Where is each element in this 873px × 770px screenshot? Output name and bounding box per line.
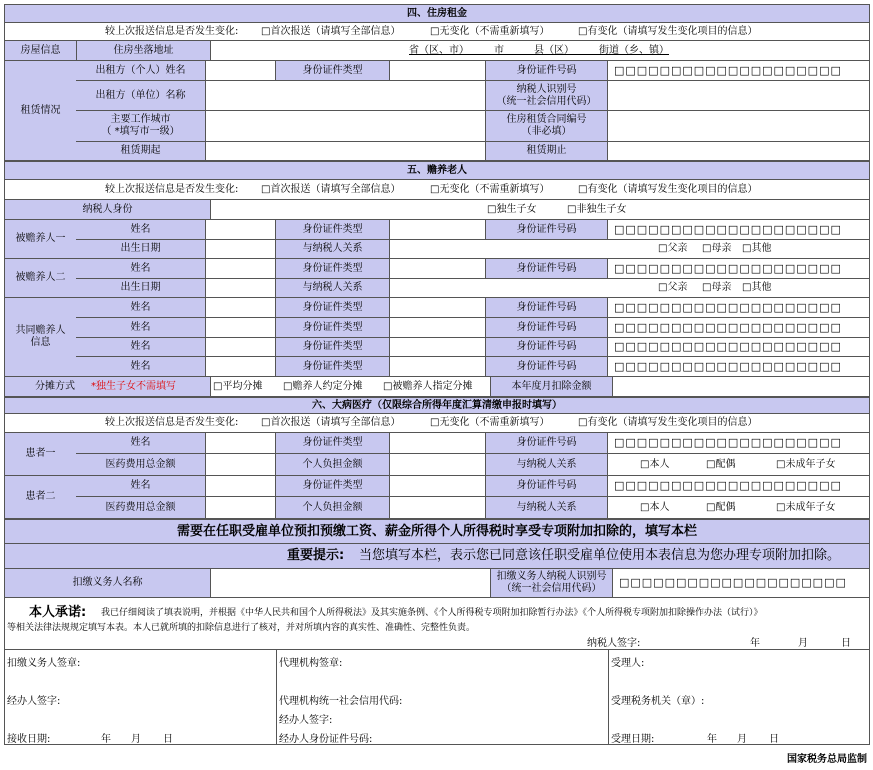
personal-share-label: 个人负担金额 [276,497,390,518]
name-label: 姓名 [76,433,206,453]
name-label: 姓名 [76,476,206,496]
name-label: 姓名 [76,220,206,239]
section-title-elderly-support: 五、赡养老人 [4,161,870,180]
agency-handler-label: 经办人签字: [279,715,333,726]
id-no-label: 身份证件号码 [486,318,608,337]
father-checkbox[interactable]: □父亲 [658,282,688,293]
withholder-id-label [491,569,613,597]
name-input[interactable] [206,476,276,496]
option-no-change[interactable]: □无变化（不需重新填写） [430,417,550,428]
withholder-id-line1: 扣缴义务人纳税人识别号 [496,571,607,582]
work-city-row [76,111,870,142]
split-method-label: 分摊方式 [35,380,75,392]
medical-total-input[interactable] [206,497,276,518]
name-label: 姓名 [76,338,206,356]
house-address-field[interactable] [211,41,867,60]
id-type-input[interactable] [390,338,486,356]
receive-year: 年 [101,734,111,745]
id-type-input[interactable] [390,259,486,278]
acceptor-label: 受理人: [611,658,645,669]
rent-start-label: 租赁期起 [76,142,206,160]
accept-day: 日 [769,734,779,745]
lessor-id-no-label: 身份证件号码 [486,61,608,80]
lessor-id-type-input[interactable] [390,61,486,80]
other-checkbox[interactable]: □其他 [742,282,772,293]
id-type-label: 身份证件类型 [276,357,390,376]
relation-label: 与纳税人关系 [486,454,608,475]
only-child-note: *独生子女不需填写 [91,380,176,392]
patient-1-label: 患者一 [5,433,77,475]
joint-row-3 [76,338,870,357]
change-question: 较上次报送信息是否发生变化: [105,25,239,37]
accept-month: 月 [737,734,747,745]
lessor-taxpayer-id-input[interactable] [608,81,866,110]
rent-period-row [76,142,870,161]
contract-line1: 住房租赁合同编号 [506,114,587,125]
joint-supporters-label [5,298,77,376]
handler-id-label: 经办人身份证件号码: [279,734,373,745]
lessor-org-label: 出租方（单位）名称 [76,81,206,110]
name-input[interactable] [206,433,276,453]
withholder-name-label: 扣缴义务人名称 [5,569,211,597]
name-input[interactable] [206,318,276,337]
withholder-id-boxes[interactable]: □□□□□□□□□□□□□□□□□□□□ [613,569,867,597]
medical-total-input[interactable] [206,454,276,475]
house-address-row [4,41,870,61]
name-label: 姓名 [76,318,206,337]
option-no-change[interactable]: □无变化（不需重新填写） [430,25,550,37]
id-no-label: 身份证件号码 [486,259,608,278]
lessor-org-input[interactable] [206,81,486,110]
personal-share-input[interactable] [390,497,486,518]
change-question: 较上次报送信息是否发生变化: [105,417,239,428]
work-city-line1: 主要工作城市 [110,114,171,125]
sign-month: 月 [798,638,808,649]
lessor-person-input[interactable] [206,61,276,80]
joint-label-line1: 共同赡养人 [15,325,66,336]
pledge-head: 本人承诺: [29,605,87,620]
joint-row-4 [76,357,870,377]
father-checkbox[interactable]: □父亲 [658,243,688,254]
rent-info-label: 租赁情况 [5,61,77,160]
supported2-name-row [76,259,870,279]
relation-label: 与纳税人关系 [276,279,390,297]
id-type-input[interactable] [390,298,486,317]
name-input[interactable] [206,259,276,278]
medical-change-row [4,414,870,433]
option-first-report[interactable]: □首次报送（请填写全部信息） [261,183,401,195]
house-address-label: 住房坐落地址 [77,41,211,60]
work-city-label [76,111,206,141]
id-type-label: 身份证件类型 [276,298,390,317]
footer-supervisor: 国家税务总局监制 [787,754,867,765]
split-method-row [4,377,870,397]
name-input[interactable] [206,357,276,376]
option-changed[interactable]: □有变化（请填写发生变化项目的信息） [578,183,758,195]
id-type-label: 身份证件类型 [276,433,390,453]
work-city-input[interactable] [206,111,486,141]
rent-end-label: 租赁期止 [486,142,608,160]
name-input[interactable] [206,298,276,317]
mother-checkbox[interactable]: □母亲 [702,243,732,254]
accept-date-label: 受理日期: [611,734,655,745]
withholder-column [5,650,277,744]
self-checkbox[interactable]: □本人 [640,458,670,470]
medical-total-label: 医药费用总金额 [76,497,206,518]
birth-input[interactable] [206,279,276,297]
spouse-checkbox[interactable]: □配偶 [706,501,736,513]
lessor-taxpayer-id-label [486,81,608,110]
supported-person-2-label: 被赡养人二 [5,259,77,297]
lessor-id-no-boxes[interactable]: □□□□□□□□□□□□□□□□□□□□ [608,61,866,80]
id-type-label: 身份证件类型 [276,259,390,278]
birth-label: 出生日期 [76,279,206,297]
joint-row-2 [76,318,870,338]
lessor-person-label: 出租方（个人）姓名 [76,61,206,80]
important-notice [4,544,870,569]
minor-child-checkbox[interactable]: □未成年子女 [776,501,836,513]
id-no-label: 身份证件号码 [486,476,608,496]
withholder-row [4,569,870,598]
withholder-seal-label: 扣缴义务人签章: [7,658,81,669]
taxpayer-sign-label: 纳税人签字: [587,638,641,649]
supported1-name-row [76,220,870,240]
tax-office-label: 受理税务机关（章）: [611,696,705,707]
id-type-input[interactable] [390,220,486,239]
relation-label: 与纳税人关系 [276,240,390,258]
name-input[interactable] [206,338,276,356]
id-no-boxes[interactable]: □□□□□□□□□□□□□□□□□□□□ [608,259,866,278]
id-type-input[interactable] [390,318,486,337]
patient2-name-row [76,476,870,497]
joint-label-line2: 信息 [30,337,51,348]
id-no-boxes[interactable]: □□□□□□□□□□□□□□□□□□□□ [608,433,866,453]
lessor-org-row [76,81,870,111]
receive-day: 日 [163,734,173,745]
option-changed[interactable]: □有变化（请填写发生变化项目的信息） [578,25,758,37]
other-checkbox[interactable]: □其他 [742,243,772,254]
minor-child-checkbox[interactable]: □未成年子女 [776,458,836,470]
tax-office-column [609,650,867,744]
id-no-label: 身份证件号码 [486,338,608,356]
taxpayer-identity-label: 纳税人身份 [5,200,211,219]
agency-code-label: 代理机构统一社会信用代码: [279,696,403,707]
id-no-boxes[interactable]: □□□□□□□□□□□□□□□□□□□□ [608,318,866,337]
elderly-change-row [4,180,870,200]
pledge-line1: 我已仔细阅读了填表说明，并根据《中华人民共和国个人所得税法》及其实施条例、《个人所得税专项附加扣除暂行办法》《个人所得税专项附加扣除操作办法（试行）》 [101,608,763,618]
relation-label: 与纳税人关系 [486,497,608,518]
supported1-birth-row [76,240,870,259]
id-type-input[interactable] [390,357,486,376]
contract-line2: （非必填） [521,126,572,137]
supported2-birth-row [76,279,870,298]
taxpayer-id-line2: （统一社会信用代码） [496,95,597,107]
notice-body: 当您填写本栏，表示您已同意该任职受雇单位使用本表信息为您办理专项附加扣除。 [359,548,841,563]
accept-year: 年 [707,734,717,745]
split-agreed-checkbox[interactable]: □赡养人约定分摊 [283,380,363,392]
split-even-checkbox[interactable]: □平均分摊 [213,380,263,392]
patient1-cost-row [76,454,870,476]
id-type-label: 身份证件类型 [276,220,390,239]
taxpayer-id-line1: 纳税人识别号 [516,83,577,95]
id-no-boxes[interactable]: □□□□□□□□□□□□□□□□□□□□ [608,220,866,239]
id-type-input[interactable] [390,476,486,496]
id-no-label: 身份证件号码 [486,220,608,239]
housing-change-row [4,23,870,41]
medical-total-label: 医药费用总金额 [76,454,206,475]
only-child-checkbox[interactable]: □独生子女 [487,203,537,215]
lessor-person-row [76,61,870,81]
withholder-name-input[interactable] [211,569,491,597]
pledge-block [4,598,870,650]
contract-no-input[interactable] [608,111,866,141]
agency-column [277,650,609,744]
contract-no-label [486,111,608,141]
notice-head: 重要提示: [287,548,345,563]
handler-sign-label: 经办人签字: [7,696,61,707]
section-title-housing-rent: 四、住房租金 [4,4,870,23]
personal-share-label: 个人负担金额 [276,454,390,475]
patient1-name-row [76,433,870,454]
id-type-input[interactable] [390,433,486,453]
personal-share-input[interactable] [390,454,486,475]
id-no-label: 身份证件号码 [486,298,608,317]
non-only-child-checkbox[interactable]: □非独生子女 [567,203,627,215]
id-no-boxes[interactable]: □□□□□□□□□□□□□□□□□□□□ [608,476,866,496]
birth-input[interactable] [206,240,276,258]
annual-amount-input[interactable] [613,377,867,396]
patient2-cost-row [76,497,870,519]
address-template: 省（区、市） 市 县（区） 街道（乡、镇） [409,44,669,56]
id-type-label: 身份证件类型 [276,318,390,337]
birth-label: 出生日期 [76,240,206,258]
mother-checkbox[interactable]: □母亲 [702,282,732,293]
split-designated-checkbox[interactable]: □被赡养人指定分摊 [383,380,473,392]
option-no-change[interactable]: □无变化（不需重新填写） [430,183,550,195]
supported-person-1-label: 被赡养人一 [5,220,77,258]
sign-day: 日 [841,638,851,649]
section-title-serious-illness: 六、大病医疗（仅限综合所得年度汇算清缴申报时填写） [4,397,870,414]
id-type-label: 身份证件类型 [276,338,390,356]
joint-row-1 [76,298,870,318]
employer-banner: 需要在任职受雇单位预扣预缴工资、薪金所得个人所得税时享受专项附加扣除的，填写本栏 [4,519,870,544]
id-no-label: 身份证件号码 [486,357,608,376]
id-no-boxes[interactable]: □□□□□□□□□□□□□□□□□□□□ [608,298,866,317]
receive-month: 月 [131,734,141,745]
rent-end-input[interactable] [608,142,866,160]
name-label: 姓名 [76,357,206,376]
patient-2-label: 患者二 [5,476,77,518]
spouse-checkbox[interactable]: □配偶 [706,458,736,470]
sign-year: 年 [750,638,760,649]
self-checkbox[interactable]: □本人 [640,501,670,513]
change-question: 较上次报送信息是否发生变化: [105,183,239,195]
option-first-report[interactable]: □首次报送（请填写全部信息） [261,417,401,428]
option-first-report[interactable]: □首次报送（请填写全部信息） [261,25,401,37]
agency-seal-label: 代理机构签章: [279,658,343,669]
id-no-label: 身份证件号码 [486,433,608,453]
pledge-line2: 等相关法律法规规定填写本表。本人已就所填的扣除信息进行了核对，并对所填内容的真实性、准确性、完整性负责。 [7,623,476,633]
signature-grid [4,650,870,745]
receive-date-label: 接收日期: [7,734,51,745]
id-no-boxes[interactable]: □□□□□□□□□□□□□□□□□□□□ [608,357,866,376]
taxpayer-identity-row [4,200,870,220]
rent-start-input[interactable] [206,142,486,160]
id-no-boxes[interactable]: □□□□□□□□□□□□□□□□□□□□ [608,338,866,356]
annual-amount-label: 本年度月扣除金额 [491,377,613,396]
house-info-label: 房屋信息 [5,41,77,60]
name-input[interactable] [206,220,276,239]
id-type-label: 身份证件类型 [276,476,390,496]
name-label: 姓名 [76,298,206,317]
option-changed[interactable]: □有变化（请填写发生变化项目的信息） [578,417,758,428]
lessor-id-type-label: 身份证件类型 [276,61,390,80]
work-city-line2: （ *填写市一级） [101,126,180,137]
name-label: 姓名 [76,259,206,278]
withholder-id-line2: （统一社会信用代码） [501,583,602,594]
